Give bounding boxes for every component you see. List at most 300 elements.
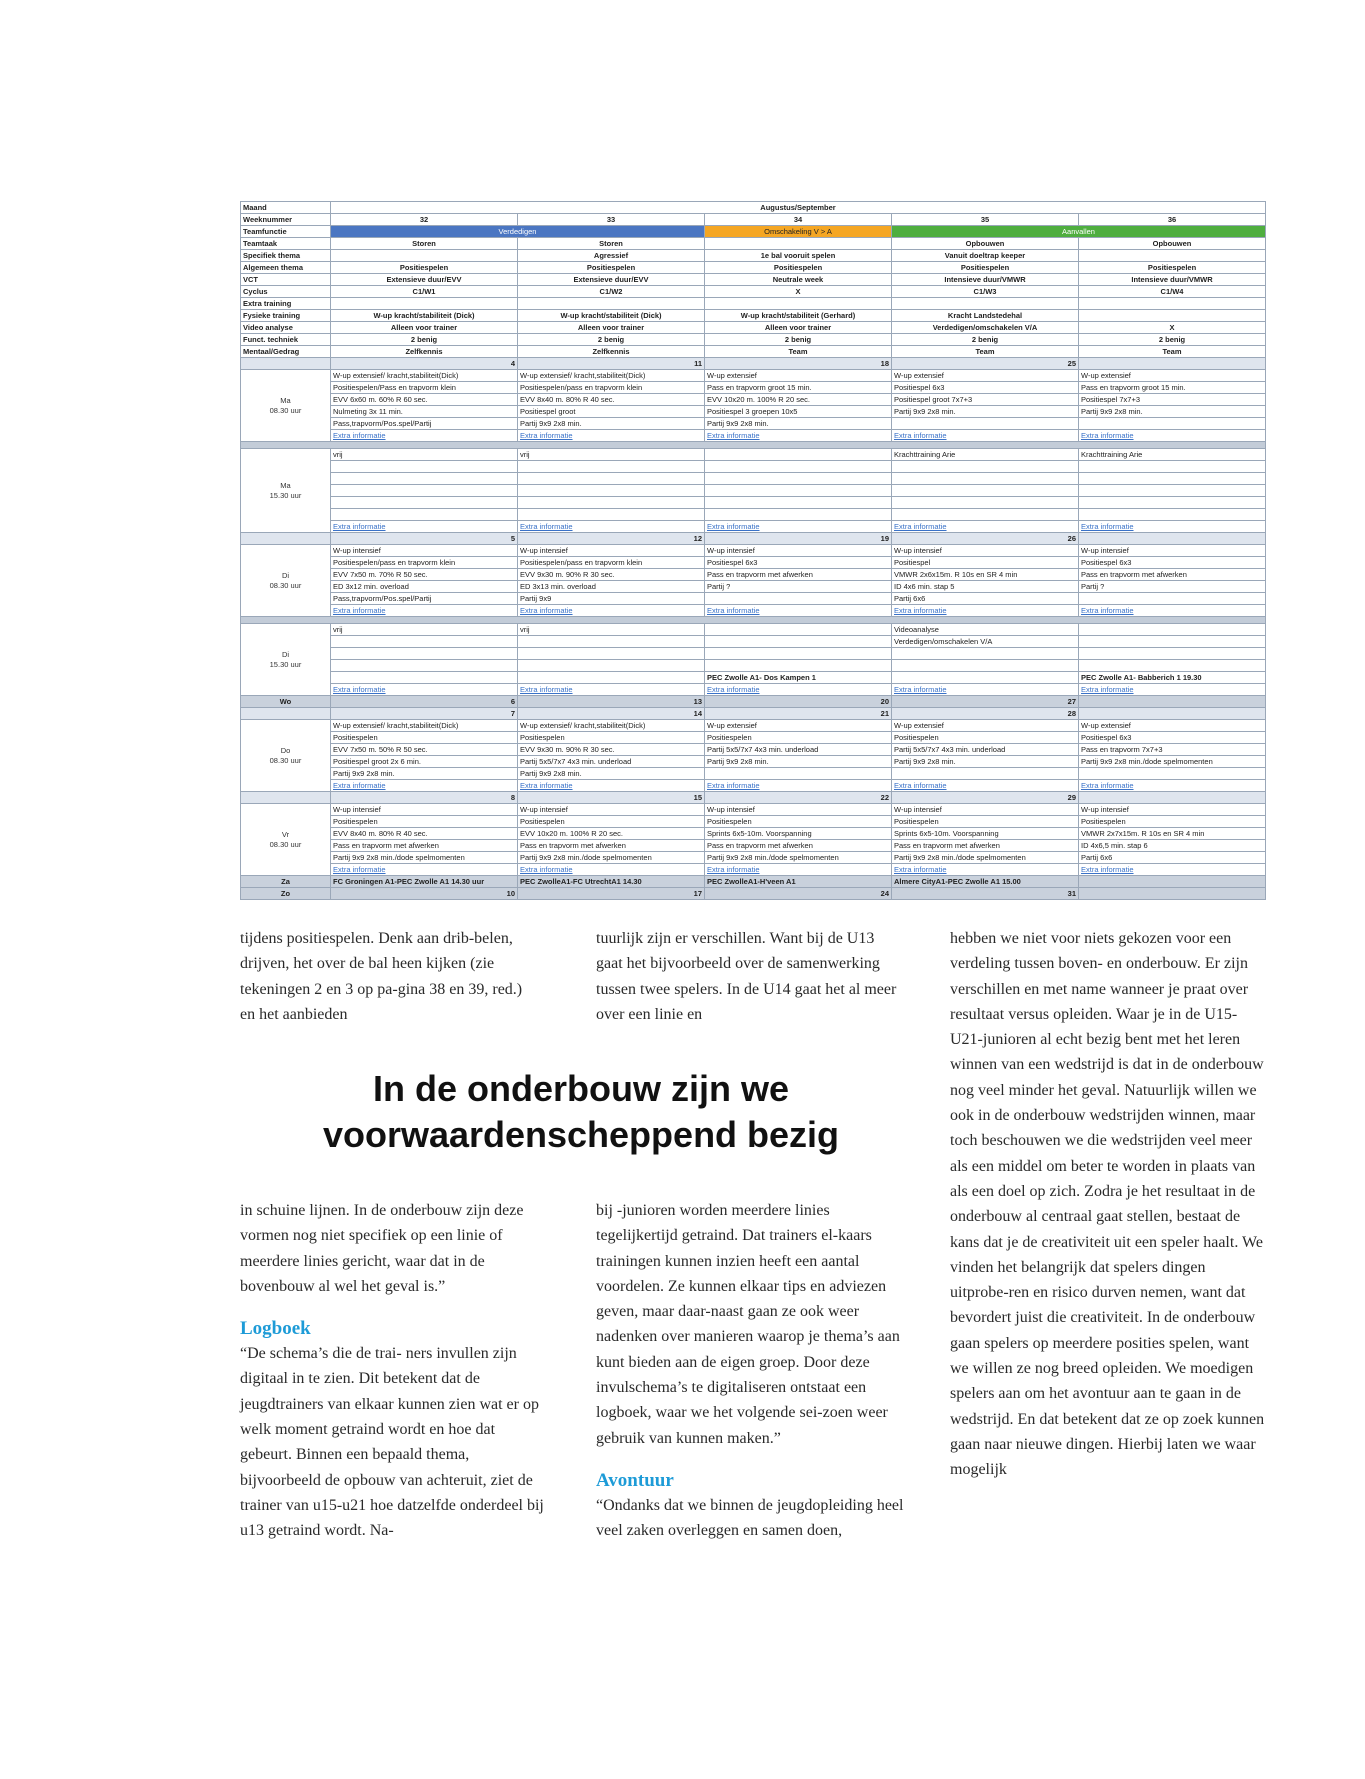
- schedule-cell: [518, 648, 705, 660]
- day-row: [241, 720, 1266, 732]
- schedule-cell: Team: [892, 346, 1079, 358]
- schedule-cell: Partij 9x9 2x8 min./dode spelmomenten: [331, 852, 518, 864]
- day-row: [241, 418, 1266, 430]
- day-number: 22: [705, 792, 892, 804]
- schedule-cell: [705, 473, 892, 485]
- schedule-cell: vrij: [518, 449, 705, 461]
- schedule-cell: [331, 648, 518, 660]
- extra-info-link[interactable]: Extra informatie: [1079, 605, 1266, 617]
- row-teamtaak: [241, 238, 1266, 250]
- extra-info-link[interactable]: Extra informatie: [518, 864, 705, 876]
- schedule-cell: Extensieve duur/EVV: [518, 274, 705, 286]
- schedule-cell: [331, 672, 518, 684]
- day-row: [241, 593, 1266, 605]
- schedule-cell: [518, 660, 705, 672]
- day-row: [241, 557, 1266, 569]
- schedule-cell: [331, 636, 518, 648]
- day-number: 11: [518, 358, 705, 370]
- extra-info-link[interactable]: Extra informatie: [331, 684, 518, 696]
- column-1: [240, 1198, 546, 1544]
- day-row: [241, 828, 1266, 840]
- schedule-cell: Verdedigen/omschakelen V/A: [892, 636, 1079, 648]
- teamfunctie-aanvallen: Aanvallen: [892, 226, 1266, 238]
- row-label: Specifiek thema: [241, 250, 331, 262]
- day-row: [241, 382, 1266, 394]
- schedule-cell: [705, 768, 892, 780]
- schedule-cell: C1/W3: [892, 286, 1079, 298]
- extra-info-link[interactable]: Extra informatie: [1079, 521, 1266, 533]
- day-label: Zo: [241, 888, 331, 900]
- column-2: [596, 1198, 906, 1544]
- separator-cell: [241, 442, 1266, 449]
- schedule-cell: [518, 473, 705, 485]
- schedule-cell: Positiespelen: [892, 732, 1079, 744]
- schedule-cell: Zelfkennis: [331, 346, 518, 358]
- extra-info-link[interactable]: Extra informatie: [892, 864, 1079, 876]
- schedule-cell: [518, 636, 705, 648]
- extra-info-link[interactable]: Extra informatie: [1079, 780, 1266, 792]
- schedule-cell: [892, 648, 1079, 660]
- day-row: [241, 816, 1266, 828]
- extra-info-link[interactable]: Extra informatie: [1079, 430, 1266, 442]
- schedule-cell: [241, 533, 331, 545]
- schedule-cell: [331, 660, 518, 672]
- day-row: [241, 732, 1266, 744]
- schedule-cell: W-up extensief: [1079, 370, 1266, 382]
- schedule-cell: W-up intensief: [892, 804, 1079, 816]
- day-row: [241, 545, 1266, 557]
- schedule-cell: [1079, 473, 1266, 485]
- row-mentaal-gedrag: [241, 346, 1266, 358]
- schedule-cell: W-up intensief: [331, 804, 518, 816]
- day-number: 20: [705, 696, 892, 708]
- schedule-cell: Positiespel 6x3: [1079, 557, 1266, 569]
- schedule-cell: vrij: [331, 449, 518, 461]
- schedule-cell: Partij 5x5/7x7 4x3 min. underload: [705, 744, 892, 756]
- row-label: Weeknummer: [241, 214, 331, 226]
- schedule-cell: Extensieve duur/EVV: [331, 274, 518, 286]
- schedule-cell: [331, 298, 518, 310]
- day-number: 27: [892, 696, 1079, 708]
- schedule-cell: Positiespelen: [705, 816, 892, 828]
- schedule-cell: Partij 6x6: [892, 593, 1079, 605]
- extra-info-link[interactable]: Extra informatie: [331, 521, 518, 533]
- extra-info-link[interactable]: Extra informatie: [892, 521, 1079, 533]
- schedule-cell: W-up intensief: [518, 545, 705, 557]
- day-label: Za: [241, 876, 331, 888]
- day-row: [241, 804, 1266, 816]
- teamfunctie-verdedigen: Verdedigen: [331, 226, 705, 238]
- schedule-cell: [518, 672, 705, 684]
- schedule-cell: Pass en trapvorm groot 15 min.: [705, 382, 892, 394]
- schedule-cell: Positiespelen: [331, 732, 518, 744]
- schedule-cell: Storen: [518, 238, 705, 250]
- extra-info-link[interactable]: Extra informatie: [518, 521, 705, 533]
- schedule-table: [240, 201, 1266, 900]
- schedule-cell: Opbouwen: [1079, 238, 1266, 250]
- schedule-cell: vrij: [331, 624, 518, 636]
- schedule-cell: [705, 449, 892, 461]
- schedule-cell: C1/W2: [518, 286, 705, 298]
- schedule-cell: Alleen voor trainer: [518, 322, 705, 334]
- row-vct: [241, 274, 1266, 286]
- day-row: [241, 370, 1266, 382]
- schedule-cell: [892, 660, 1079, 672]
- schedule-cell: [1079, 461, 1266, 473]
- schedule-cell: Partij 5x5/7x7 4x3 min. underload: [892, 744, 1079, 756]
- extra-info-link[interactable]: Extra informatie: [892, 780, 1079, 792]
- schedule-cell: Positiespel 6x3: [705, 557, 892, 569]
- day-number: 6: [331, 696, 518, 708]
- week-number: 32: [331, 214, 518, 226]
- extra-info-link[interactable]: Extra informatie: [705, 605, 892, 617]
- schedule-cell: X: [1079, 322, 1266, 334]
- schedule-cell: W-up extensief: [705, 370, 892, 382]
- day-number: [1079, 358, 1266, 370]
- extra-info-row: [241, 864, 1266, 876]
- schedule-cell: W-up extensief/ kracht,stabiliteit(Dick): [518, 370, 705, 382]
- schedule-cell: [1079, 696, 1266, 708]
- schedule-cell: Agressief: [518, 250, 705, 262]
- schedule-cell: [1079, 485, 1266, 497]
- schedule-cell: [705, 485, 892, 497]
- extra-info-row: [241, 780, 1266, 792]
- schedule-cell: Vanuit doeltrap keeper: [892, 250, 1079, 262]
- schedule-cell: Positiespelen: [331, 816, 518, 828]
- day-number: 13: [518, 696, 705, 708]
- day-number: [1079, 533, 1266, 545]
- day-number: 31: [892, 888, 1079, 900]
- separator: [241, 617, 1266, 624]
- day-number: 12: [518, 533, 705, 545]
- schedule-cell: EVV 9x30 m. 90% R 30 sec.: [518, 569, 705, 581]
- schedule-cell: [705, 238, 892, 250]
- schedule-cell: Partij 9x9 2x8 min.: [331, 768, 518, 780]
- schedule-cell: Pass en trapvorm met afwerken: [331, 840, 518, 852]
- day-name: Do: [280, 745, 291, 755]
- schedule-cell: [1079, 418, 1266, 430]
- extra-info-link[interactable]: Extra informatie: [705, 430, 892, 442]
- schedule-cell: Positiespelen/pass en trapvorm klein: [331, 557, 518, 569]
- schedule-cell: Partij 6x6: [1079, 852, 1266, 864]
- schedule-cell: [1079, 509, 1266, 521]
- schedule-cell: Partij 9x9 2x8 min./dode spelmomenten: [705, 852, 892, 864]
- schedule-cell: [892, 418, 1079, 430]
- schedule-cell: Pass,trapvorm/Pos.spel/Partij: [331, 418, 518, 430]
- day-number-row: [241, 358, 1266, 370]
- column-3: [950, 926, 1268, 1483]
- row-wo: [241, 696, 1266, 708]
- extra-info-row: [241, 684, 1266, 696]
- schedule-cell: [518, 509, 705, 521]
- separator-cell: [241, 617, 1266, 624]
- day-number: 24: [705, 888, 892, 900]
- schedule-cell: [705, 648, 892, 660]
- schedule-cell: Kracht Landstedehal: [892, 310, 1079, 322]
- schedule-cell: [892, 461, 1079, 473]
- day-row: [241, 406, 1266, 418]
- schedule-cell: Pass en trapvorm groot 15 min.: [1079, 382, 1266, 394]
- schedule-cell: [1079, 250, 1266, 262]
- schedule-cell: Partij 5x5/7x7 4x3 min. underload: [518, 756, 705, 768]
- day-row: [241, 485, 1266, 497]
- day-number: [1079, 708, 1266, 720]
- extra-info-link[interactable]: Extra informatie: [518, 780, 705, 792]
- schedule-cell: Positiespelen/pass en trapvorm klein: [518, 382, 705, 394]
- day-time: 08.30 uur: [269, 405, 302, 415]
- schedule-cell: Partij 9x9 2x8 min.: [1079, 406, 1266, 418]
- schedule-cell: [705, 624, 892, 636]
- day-number-row: [241, 708, 1266, 720]
- schedule-cell: W-up extensief/ kracht,stabiliteit(Dick): [331, 720, 518, 732]
- schedule-cell: Team: [705, 346, 892, 358]
- day-label: [241, 545, 331, 617]
- schedule-cell: [331, 497, 518, 509]
- extra-info-link[interactable]: Extra informatie: [331, 430, 518, 442]
- day-number: 8: [331, 792, 518, 804]
- schedule-cell: Partij 9x9 2x8 min./dode spelmomenten: [518, 852, 705, 864]
- schedule-cell: Sprints 6x5-10m. Voorspanning: [705, 828, 892, 840]
- schedule-cell: W-up extensief/ kracht,stabiliteit(Dick): [331, 370, 518, 382]
- top-column-1: [240, 926, 540, 1027]
- schedule-cell: Pass en trapvorm 7x7+3: [1079, 744, 1266, 756]
- month-cell: Augustus/September: [331, 202, 1266, 214]
- schedule-cell: Positiespel 3 groepen 10x5: [705, 406, 892, 418]
- schedule-cell: Positiespelen: [331, 262, 518, 274]
- schedule-cell: [241, 708, 331, 720]
- pull-quote: In de onderbouw zijn we voorwaardenscheppend bezig: [322, 1068, 840, 1155]
- schedule-cell: ID 4x6,5 min. stap 6: [1079, 840, 1266, 852]
- schedule-cell: [241, 792, 331, 804]
- row-cyclus: [241, 286, 1266, 298]
- schedule-cell: W-up extensief/ kracht,stabiliteit(Dick): [518, 720, 705, 732]
- day-number: 7: [331, 708, 518, 720]
- extra-info-row: [241, 605, 1266, 617]
- schedule-cell: Pass en trapvorm met afwerken: [705, 840, 892, 852]
- schedule-cell: ED 3x12 min. overload: [331, 581, 518, 593]
- schedule-cell: X: [705, 286, 892, 298]
- extra-info-link[interactable]: Extra informatie: [1079, 684, 1266, 696]
- day-time: 08.30 uur: [269, 755, 302, 765]
- row-video-analyse: [241, 322, 1266, 334]
- schedule-cell: W-up extensief: [892, 720, 1079, 732]
- schedule-cell: Krachttraining Arie: [1079, 449, 1266, 461]
- extra-info-link[interactable]: Extra informatie: [518, 605, 705, 617]
- day-number: 28: [892, 708, 1079, 720]
- extra-info-link[interactable]: Extra informatie: [892, 430, 1079, 442]
- day-number: 19: [705, 533, 892, 545]
- schedule-cell: 2 benig: [331, 334, 518, 346]
- schedule-cell: Team: [1079, 346, 1266, 358]
- schedule-cell: W-up intensief: [892, 545, 1079, 557]
- schedule-cell: W-up intensief: [705, 545, 892, 557]
- schedule-cell: W-up intensief: [705, 804, 892, 816]
- schedule-cell: [705, 461, 892, 473]
- row-funct-techniek: [241, 334, 1266, 346]
- row-label: Extra training: [241, 298, 331, 310]
- body-text: bij -junioren worden meerdere linies tegelijkertijd getraind. Dat trainers el-kaars trainingen kunnen inzien heeft een aantal voordelen. Ze kunnen elkaar tips en adviezen geven, maar daar-naast gaan ze ook weer nadenken over manieren waarop je thema’s aan kunt bieden aan de eigen groep. Door deze invulschema’s te digitaliseren ontstaat een logboek, waar we het volgende sei-zoen weer gebruik van kunnen maken.”: [596, 1202, 900, 1447]
- schedule-cell: Intensieve duur/VMWR: [1079, 274, 1266, 286]
- week-number: 36: [1079, 214, 1266, 226]
- schedule-cell: Positiespelen: [518, 732, 705, 744]
- day-name: Ma: [280, 395, 291, 405]
- day-number: 25: [892, 358, 1079, 370]
- schedule-cell: [1079, 888, 1266, 900]
- row-specifiek-thema: [241, 250, 1266, 262]
- day-name: Vr: [281, 829, 290, 839]
- schedule-cell: Intensieve duur/VMWR: [892, 274, 1079, 286]
- section-heading: Logboek: [240, 1318, 311, 1340]
- schedule-cell: VMWR 2x7x15m. R 10s en SR 4 min: [1079, 828, 1266, 840]
- extra-info-link[interactable]: Extra informatie: [518, 684, 705, 696]
- schedule-cell: Opbouwen: [892, 238, 1079, 250]
- week-number: 34: [705, 214, 892, 226]
- schedule-cell: [518, 497, 705, 509]
- extra-info-link[interactable]: Extra informatie: [705, 521, 892, 533]
- schedule-cell: [331, 461, 518, 473]
- schedule-cell: Pass,trapvorm/Pos.spel/Partij: [331, 593, 518, 605]
- day-number: 15: [518, 792, 705, 804]
- schedule-cell: ID 4x6 min. stap 5: [892, 581, 1079, 593]
- day-row: [241, 497, 1266, 509]
- schedule-cell: [241, 358, 331, 370]
- schedule-cell: W-up kracht/stabiliteit (Dick): [518, 310, 705, 322]
- schedule-cell: [1079, 636, 1266, 648]
- schedule-cell: EVV 9x30 m. 90% R 30 sec.: [518, 744, 705, 756]
- schedule-cell: Partij 9x9 2x8 min.: [705, 418, 892, 430]
- schedule-cell: [705, 636, 892, 648]
- body-text: tijdens positiespelen. Denk aan drib-belen, drijven, het over de bal heen kijken (zie tekeningen 2 en 3 op pa-gina 38 en 39, red.) en het aanbieden: [240, 930, 523, 1023]
- body-text: in schuine lijnen. In de onderbouw zijn deze vormen nog niet specifiek op een linie of meerdere linies gericht, waar dat in de bovenbouw al wel het geval is.”: [240, 1202, 524, 1295]
- day-label: [241, 449, 331, 533]
- extra-info-link[interactable]: Extra informatie: [892, 605, 1079, 617]
- row-label: Funct. techniek: [241, 334, 331, 346]
- extra-info-link[interactable]: Extra informatie: [331, 605, 518, 617]
- schedule-cell: Positiespelen: [892, 262, 1079, 274]
- day-name: Di: [281, 570, 290, 580]
- extra-info-link[interactable]: Extra informatie: [1079, 864, 1266, 876]
- day-name: Di: [281, 649, 290, 659]
- schedule-cell: [705, 497, 892, 509]
- schedule-cell: W-up extensief: [705, 720, 892, 732]
- schedule-cell: Positiespelen: [518, 262, 705, 274]
- schedule-cell: [1079, 310, 1266, 322]
- extra-info-link[interactable]: Extra informatie: [705, 780, 892, 792]
- schedule-cell: [892, 768, 1079, 780]
- day-number: 26: [892, 533, 1079, 545]
- extra-info-link[interactable]: Extra informatie: [331, 864, 518, 876]
- schedule-cell: Partij ?: [705, 581, 892, 593]
- week-number: 35: [892, 214, 1079, 226]
- schedule-cell: Positiespel groot 7x7+3: [892, 394, 1079, 406]
- schedule-cell: Nulmeting 3x 11 min.: [331, 406, 518, 418]
- schedule-cell: [1079, 497, 1266, 509]
- day-row: [241, 624, 1266, 636]
- row-za: [241, 876, 1266, 888]
- schedule-cell: [705, 509, 892, 521]
- schedule-cell: 2 benig: [892, 334, 1079, 346]
- schedule-cell: Positiespelen/Pass en trapvorm klein: [331, 382, 518, 394]
- extra-info-link[interactable]: Extra informatie: [705, 684, 892, 696]
- schedule-cell: vrij: [518, 624, 705, 636]
- extra-info-link[interactable]: Extra informatie: [705, 864, 892, 876]
- schedule-cell: [331, 509, 518, 521]
- day-row: [241, 840, 1266, 852]
- day-row: [241, 648, 1266, 660]
- schedule-cell: Sprints 6x5-10m. Voorspanning: [892, 828, 1079, 840]
- day-row: [241, 756, 1266, 768]
- schedule-cell: [1079, 298, 1266, 310]
- schedule-cell: Positiespel 7x7+3: [1079, 394, 1266, 406]
- schedule-cell: [892, 298, 1079, 310]
- match-cell: Almere CityA1-PEC Zwolle A1 15.00: [892, 876, 1079, 888]
- schedule-cell: Positiespelen: [1079, 262, 1266, 274]
- schedule-cell: EVV 7x50 m. 50% R 50 sec.: [331, 744, 518, 756]
- extra-info-link[interactable]: Extra informatie: [518, 430, 705, 442]
- body-text: hebben we niet voor niets gekozen voor een verdeling tussen boven- en onderbouw. Er zijn verschillen en met name wanneer je praat over resultaat versus opleiden. Waar je in de U15-U21-junioren al echt bezig bent met het leren winnen van een wedstrijd is dat in de onderbouw nog veel minder het geval. Natuurlijk willen we ook in de onderbouw wedstrijden winnen, maar toch beschouwen we die wedstrijden veel meer als een middel om beter te worden in plaats van als een doel op zich. Zodra je het resultaat in de onderbouw al centraal gaat stellen, bestaat de kans dat je de creativiteit uit een speler haalt. We vinden het belangrijk dat spelers dingen uitprobe-ren en risico durven nemen, want dat bevordert juist die creativiteit. In de onderbouw gaan spelers op meerdere posities spelen, want we willen ze nog breed opleiden. We moedigen spelers aan om het avontuur aan te gaan in de wedstrijd. En dat betekent dat ze op zoek kunnen gaan naar nieuwe dingen. Hierbij laten we waar mogelijk: [950, 930, 1265, 1479]
- schedule-cell: Alleen voor trainer: [331, 322, 518, 334]
- schedule-cell: Positiespelen/pass en trapvorm klein: [518, 557, 705, 569]
- day-number: 29: [892, 792, 1079, 804]
- extra-info-link[interactable]: Extra informatie: [331, 780, 518, 792]
- schedule-cell: Positiespel groot: [518, 406, 705, 418]
- body-text: tuurlijk zijn er verschillen. Want bij de U13 gaat het bijvoorbeeld over de samenwerking tussen twee spelers. In de U14 gaat het al meer over een linie en: [596, 930, 897, 1023]
- day-number: [1079, 792, 1266, 804]
- day-row: [241, 461, 1266, 473]
- day-number: 18: [705, 358, 892, 370]
- row-teamfunctie: [241, 226, 1266, 238]
- schedule-cell: Pass en trapvorm met afwerken: [705, 569, 892, 581]
- week-number: 33: [518, 214, 705, 226]
- day-name: Ma: [280, 480, 291, 490]
- schedule-cell: [892, 497, 1079, 509]
- extra-info-row: [241, 521, 1266, 533]
- day-time: 15.30 uur: [269, 659, 302, 669]
- schedule-cell: W-up intensief: [331, 545, 518, 557]
- schedule-cell: Verdedigen/omschakelen V/A: [892, 322, 1079, 334]
- schedule-cell: Positiespelen: [1079, 816, 1266, 828]
- day-label: [241, 720, 331, 792]
- schedule-cell: 1e bal vooruit spelen: [705, 250, 892, 262]
- row-zo: [241, 888, 1266, 900]
- schedule-cell: Partij 9x9 2x8 min.: [892, 406, 1079, 418]
- schedule-cell: Positiespel groot 2x 6 min.: [331, 756, 518, 768]
- schedule-cell: ED 3x13 min. overload: [518, 581, 705, 593]
- day-number: 10: [331, 888, 518, 900]
- schedule-cell: Positiespel 6x3: [1079, 732, 1266, 744]
- body-text: “De schema’s die de trai- ners invullen zijn digitaal in te zien. Dit betekent dat de jeugdtrainers van elkaar kunnen zien wat er op welk moment getraind wordt en hoe dat gebeurt. Binnen een bepaald thema, bijvoorbeeld de opbouw van achteruit, ziet de trainer van u15-u21 hoe datzelfde onderdeel bij u13 getraind wordt. Na-: [240, 1345, 544, 1540]
- schedule-cell: C1/W1: [331, 286, 518, 298]
- schedule-cell: W-up intensief: [518, 804, 705, 816]
- day-time: 15.30 uur: [269, 490, 302, 500]
- day-number: 4: [331, 358, 518, 370]
- schedule-cell: [892, 485, 1079, 497]
- row-fysieke-training: [241, 310, 1266, 322]
- teamfunctie-omschakeling: Omschakeling V > A: [705, 226, 892, 238]
- day-row: [241, 852, 1266, 864]
- schedule-cell: [1079, 648, 1266, 660]
- schedule-cell: PEC Zwolle A1- Dos Kampen 1: [705, 672, 892, 684]
- extra-info-link[interactable]: Extra informatie: [892, 684, 1079, 696]
- match-cell: PEC ZwolleA1-H'veen A1: [705, 876, 892, 888]
- schedule-cell: Krachttraining Arie: [892, 449, 1079, 461]
- schedule-cell: [518, 298, 705, 310]
- schedule-cell: Partij 9x9 2x8 min.: [892, 756, 1079, 768]
- schedule-cell: Positiespel 6x3: [892, 382, 1079, 394]
- schedule-cell: W-up kracht/stabiliteit (Gerhard): [705, 310, 892, 322]
- match-cell: PEC ZwolleA1-FC UtrechtA1 14.30: [518, 876, 705, 888]
- schedule-cell: [1079, 768, 1266, 780]
